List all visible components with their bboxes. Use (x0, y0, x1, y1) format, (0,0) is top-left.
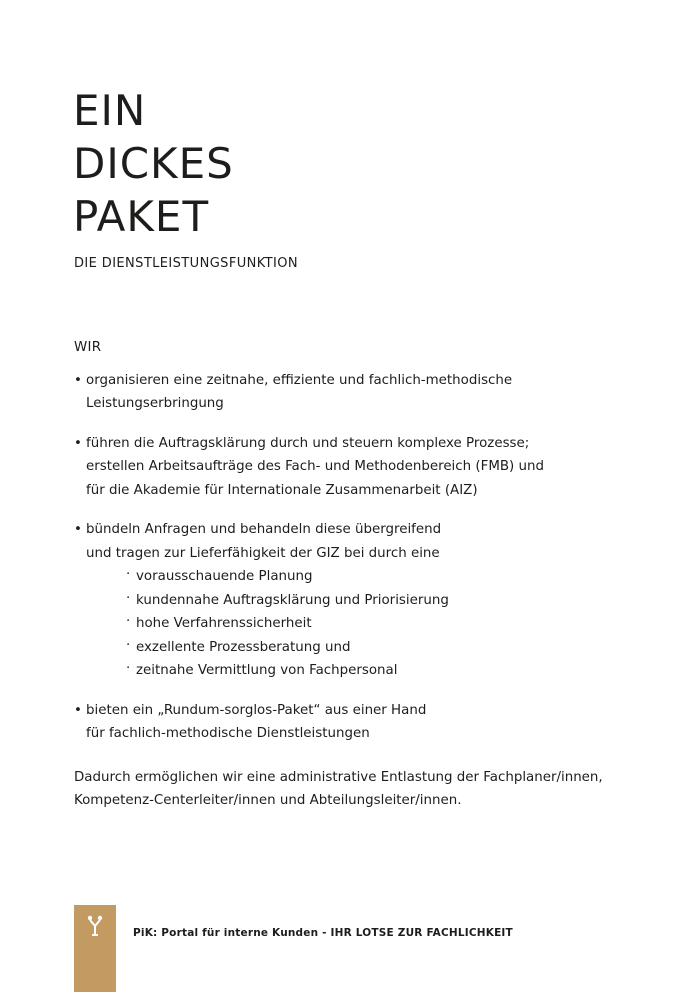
subtitle: DIE DIENSTLEISTUNGSFUNKTION (74, 256, 298, 271)
bullet-line: organisieren eine zeitnahe, effiziente und fachlich-methodische (86, 372, 513, 388)
y-logo-icon (87, 915, 103, 937)
bullet-item (74, 518, 634, 683)
bullet-item (74, 699, 634, 746)
bullet-line: führen die Auftragsklärung durch und steuern komplexe Prozesse; (86, 435, 530, 451)
title-line-3: PAKET (73, 192, 210, 241)
sub-list-item-text: kundennahe Auftragsklärung und Priorisierung (136, 592, 449, 608)
closing-line: Dadurch ermöglichen wir eine administrative Entlastung der Fachplaner/innen, (74, 769, 603, 785)
closing-paragraph (74, 766, 634, 813)
bullet-dot: • (74, 435, 82, 451)
sub-list-item (126, 589, 634, 613)
bullet-dot: • (74, 522, 82, 537)
sub-list-item (126, 659, 634, 683)
lead-text: WIR (74, 340, 102, 355)
sub-list-item (126, 612, 634, 636)
sub-bullet-dot: · (126, 590, 131, 606)
sub-list-item-text: hohe Verfahrenssicherheit (136, 616, 312, 631)
bullet-line: bündeln Anfragen und behandeln diese übergreifend (86, 522, 442, 537)
bullet-item (74, 432, 634, 503)
sub-list-item-text: exzellente Prozessberatung und (136, 639, 351, 655)
bullet-line: für die Akademie für Internationale Zusammenarbeit (AIZ) (86, 482, 478, 498)
bullet-line: erstellen Arbeitsaufträge des Fach- und Methodenbereich (FMB) und (86, 459, 545, 474)
bullet-line: bieten ein „Rundum-sorglos-Paket“ aus einer Hand (86, 702, 427, 718)
sub-list-item (126, 565, 634, 589)
bullet-line: für fachlich-methodische Dienstleistungen (86, 726, 370, 741)
bullet-item (74, 369, 634, 416)
page-title (73, 84, 234, 243)
sub-list (86, 565, 634, 683)
sub-bullet-dot: · (126, 567, 131, 582)
sub-list-item-text: zeitnahe Vermittlung von Fachpersonal (136, 663, 398, 678)
bullet-dot: • (74, 372, 82, 388)
footer-logo-bar (74, 905, 116, 992)
sub-list-item-text: vorausschauende Planung (136, 569, 313, 584)
sub-list-item (126, 636, 634, 660)
closing-line: Kompetenz-Centerleiter/innen und Abteilungsleiter/innen. (74, 793, 462, 808)
title-line-1: EIN (73, 86, 147, 135)
sub-bullet-dot: · (126, 661, 131, 676)
bullet-line: und tragen zur Lieferfähigkeit der GIZ bei durch eine (86, 545, 440, 561)
bullet-line: Leistungserbringung (86, 396, 224, 411)
bullet-dot: • (74, 702, 82, 718)
footer-tagline: PiK: Portal für interne Kunden - IHR LOTSE ZUR FACHLICHKEIT (133, 927, 513, 939)
sub-bullet-dot: · (126, 637, 131, 653)
sub-bullet-dot: · (126, 614, 131, 629)
main-content (74, 336, 634, 813)
title-line-2: DICKES (73, 139, 234, 188)
